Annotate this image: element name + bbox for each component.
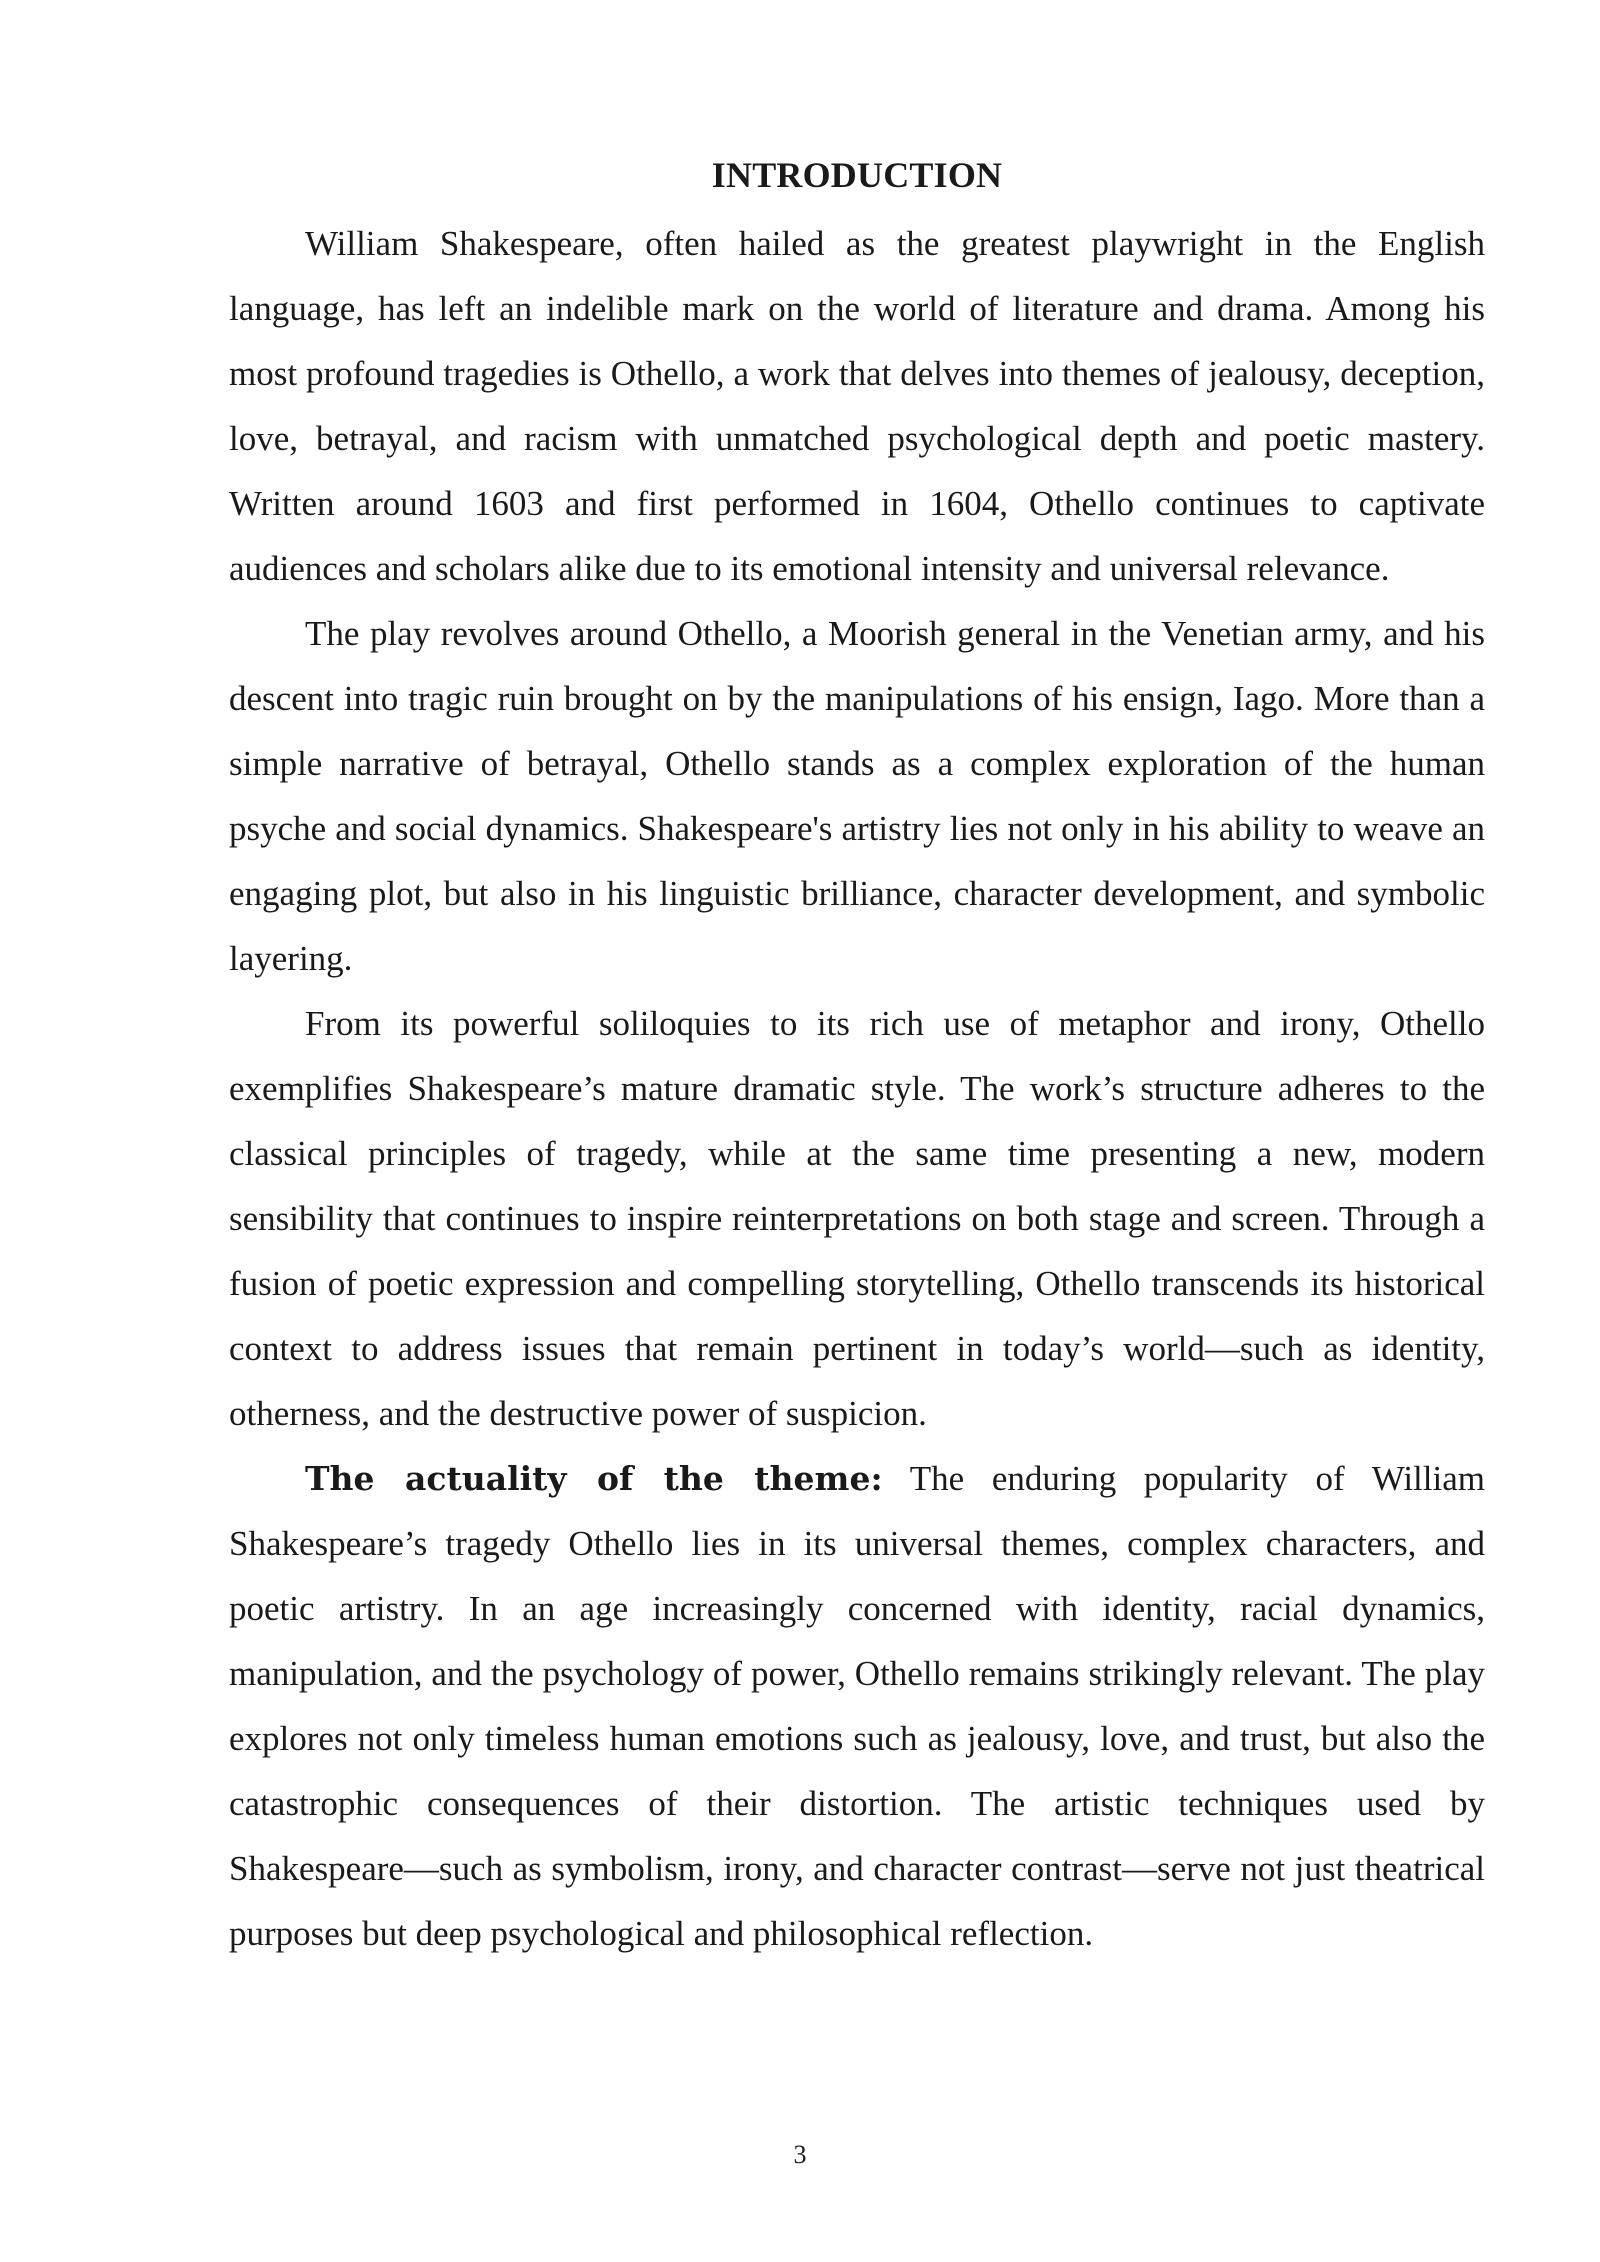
actuality-label: The actuality of the theme: [305, 1459, 883, 1498]
page-number: 3 [793, 2140, 807, 2169]
page-body [229, 148, 1485, 1966]
paragraph-intro: William Shakespeare, often hailed as the greatest playwright in the English language, has left an indelible mark on the world of literature and drama. Among his most profound tragedies is Othello, a work that delves into themes of jealousy, deception, love, betrayal, and racism with unmatched psychological depth and poetic mastery. Written around 1603 and first performed in 1604, Othello continues to captivate audiences and scholars alike due to its emotional intensity and universal relevance. [229, 224, 1485, 588]
paragraph-plot: The play revolves around Othello, a Moorish general in the Venetian army, and his descent into tragic ruin brought on by the manipulations of his ensign, Iago. More than a simple narrative of betrayal, Othello stands as a complex exploration of the human psyche and social dynamics. Shakespeare's artistry lies not only in his ability to weave an engaging plot, but also in his linguistic brilliance, character development, and symbolic layering. [229, 614, 1485, 978]
paragraph-actuality [229, 1446, 1485, 1966]
paragraph-style: From its powerful soliloquies to its rich use of metaphor and irony, Othello exemplifies Shakespeare’s mature dramatic style. The work’s structure adheres to the classical principles of tragedy, while at the same time presenting a new, modern sensibility that continues to inspire reinterpretations on both stage and screen. Through a fusion of poetic expression and compelling storytelling, Othello transcends its historical context to address issues that remain pertinent in today’s world—such as identity, otherness, and the destructive power of suspicion. [229, 1004, 1485, 1433]
actuality-text: The enduring popularity of William Shakespeare’s tragedy Othello lies in its universal themes, complex characters, and poetic artistry. In an age increasingly concerned with identity, racial dynamics, manipulation, and the psychology of power, Othello remains strikingly relevant. The play explores not only timeless human emotions such as jealousy, love, and trust, but also the catastrophic consequences of their distortion. The artistic techniques used by Shakespeare—such as symbolism, irony, and character contrast—serve not just theatrical purposes but deep psychological and philosophical reflection. [229, 1459, 1485, 1953]
section-heading: INTRODUCTION [711, 155, 1003, 195]
